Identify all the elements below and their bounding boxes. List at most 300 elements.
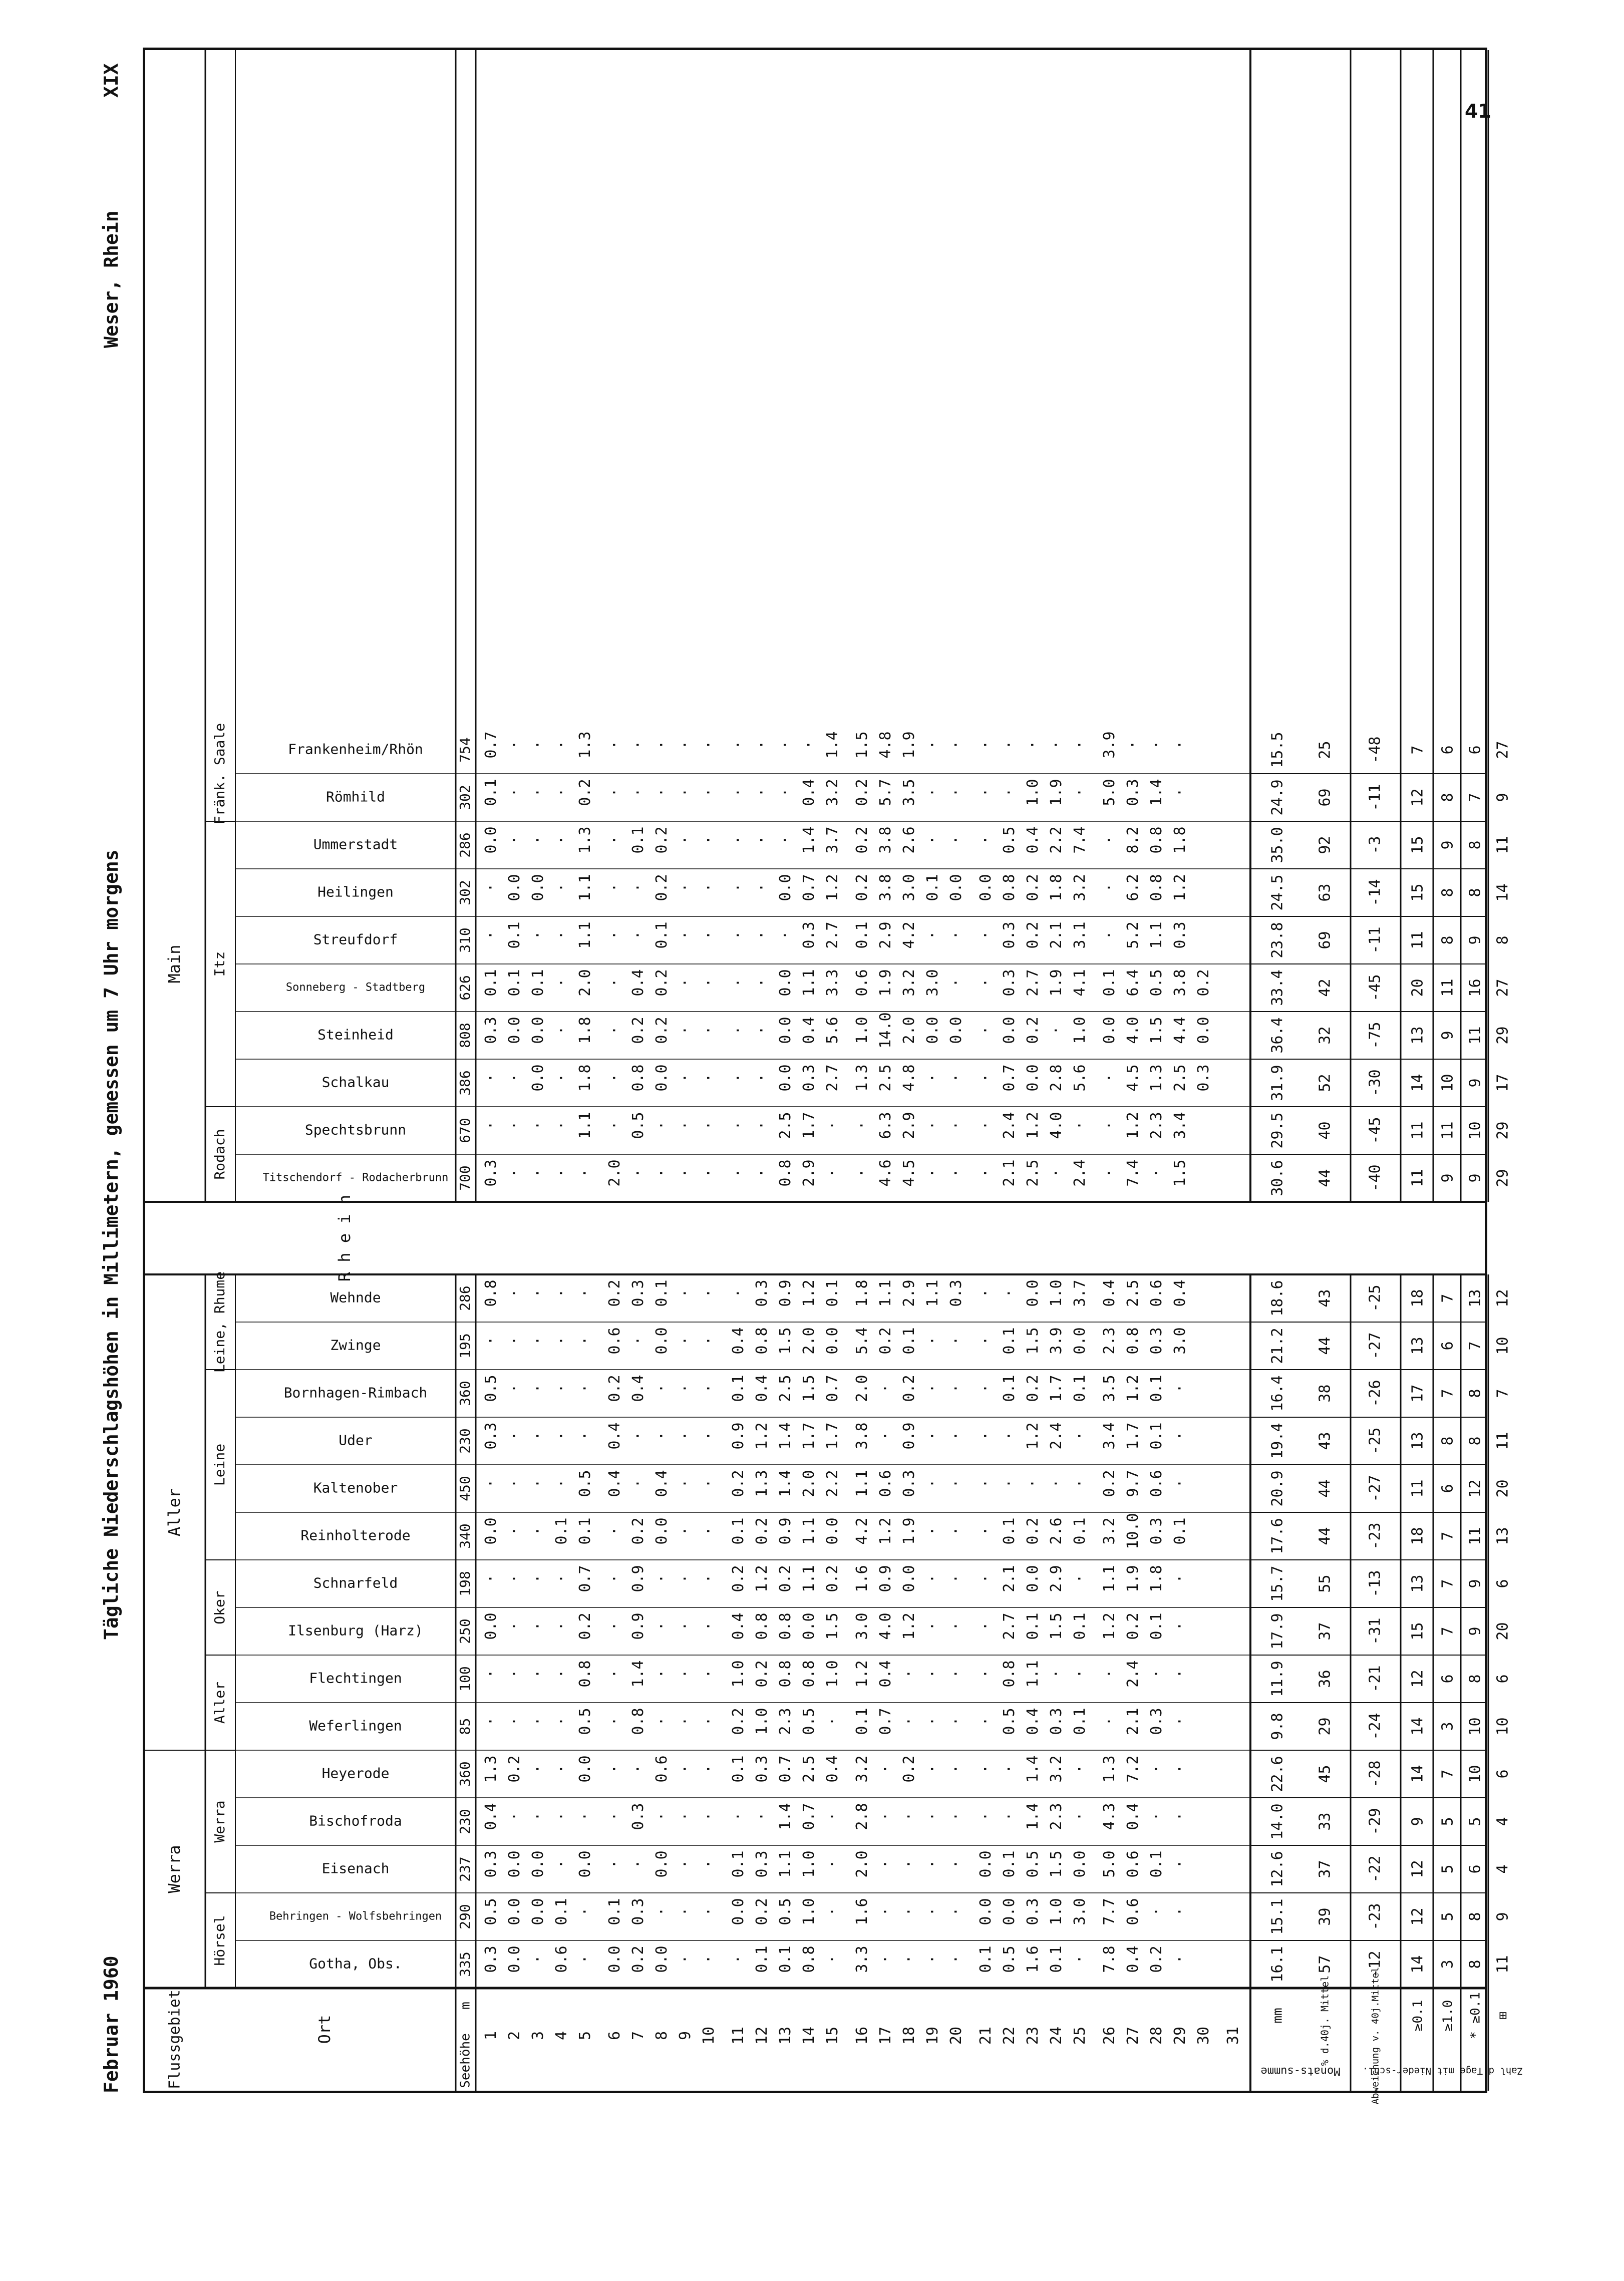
precip-value: 1.5 xyxy=(800,1375,818,1402)
station-name: Streufdorf xyxy=(313,931,398,948)
day-label: 13 xyxy=(777,2026,794,2045)
precip-value: 0.4 xyxy=(606,1470,623,1497)
days-ge01: 14 xyxy=(1409,1717,1427,1736)
no-precip-dot: · xyxy=(1148,1907,1165,1916)
no-precip-dot: · xyxy=(924,1812,941,1821)
days-thunder: 11 xyxy=(1494,1955,1512,1974)
no-precip-dot: · xyxy=(1001,1431,1018,1441)
station-name: Titschendorf - Rodacherbrunn xyxy=(262,1171,449,1184)
precip-value: 0.5 xyxy=(629,1112,647,1139)
precip-value: 3.4 xyxy=(1101,1422,1118,1450)
precip-value: 0.8 xyxy=(482,1279,500,1307)
precip-value: 2.9 xyxy=(800,1159,818,1187)
precip-value: 0.6 xyxy=(1148,1470,1165,1497)
day-label: 6 xyxy=(606,2031,623,2041)
station-name: Ummerstadt xyxy=(313,836,398,853)
no-precip-dot: · xyxy=(1001,1812,1018,1821)
precip-value: 1.6 xyxy=(1024,1945,1042,1973)
station-name: Spechtsbrunn xyxy=(304,1121,407,1138)
no-precip-dot: · xyxy=(853,1121,871,1130)
deviation-value: -13 xyxy=(1366,1570,1384,1597)
precip-value: 1.5 xyxy=(1148,1017,1165,1044)
no-precip-dot: · xyxy=(924,1526,941,1536)
no-precip-dot: · xyxy=(947,1907,965,1916)
station-elevation: 237 xyxy=(457,1856,473,1882)
precip-value: 0.3 xyxy=(482,1945,500,1973)
precip-value: 1.9 xyxy=(900,1517,918,1545)
precip-value: 0.2 xyxy=(853,826,871,854)
no-precip-dot: · xyxy=(753,930,771,940)
no-precip-dot: · xyxy=(977,1526,995,1536)
days-snow: 12 xyxy=(1466,1479,1484,1498)
precip-value: 0.0 xyxy=(977,874,995,901)
precip-value: 2.7 xyxy=(1001,1612,1018,1640)
monthly-sum-pct: 55 xyxy=(1316,1574,1334,1593)
monthly-sum-pct: 44 xyxy=(1316,1527,1334,1545)
no-precip-dot: · xyxy=(1101,930,1118,940)
days-ge10: 8 xyxy=(1439,1436,1457,1446)
no-precip-dot: · xyxy=(653,1384,671,1393)
precip-value: 2.5 xyxy=(1024,1159,1042,1187)
no-precip-dot: · xyxy=(700,1621,718,1631)
precip-value: 0.1 xyxy=(1001,1850,1018,1878)
no-precip-dot: · xyxy=(947,1073,965,1083)
precip-value: 1.3 xyxy=(576,731,594,759)
precip-value: 0.1 xyxy=(824,1279,841,1307)
monthly-sum-mm: 9.8 xyxy=(1268,1713,1286,1740)
no-precip-dot: · xyxy=(824,1812,841,1821)
precip-value: 1.0 xyxy=(1024,779,1042,806)
precip-value: 0.2 xyxy=(777,1565,794,1592)
no-precip-dot: · xyxy=(506,1336,523,1346)
no-precip-dot: · xyxy=(924,740,941,750)
precip-value: 2.9 xyxy=(900,1279,918,1307)
precip-value: 0.0 xyxy=(824,1517,841,1545)
precip-value: 2.0 xyxy=(853,1850,871,1878)
precip-value: 0.1 xyxy=(1071,1375,1089,1402)
precip-value: 10.0 xyxy=(1124,1513,1142,1549)
precip-value: 2.5 xyxy=(1124,1279,1142,1307)
day-label: 17 xyxy=(877,2026,894,2045)
precip-value: 0.2 xyxy=(629,1945,647,1973)
precip-value: 0.2 xyxy=(1101,1470,1118,1497)
precip-value: 0.9 xyxy=(629,1612,647,1640)
precipitation-grid xyxy=(145,45,1523,2105)
precip-value: 2.6 xyxy=(900,826,918,854)
no-precip-dot: · xyxy=(677,1479,694,1488)
precip-value: 2.7 xyxy=(1024,969,1042,997)
day-label: 10 xyxy=(700,2026,718,2045)
no-precip-dot: · xyxy=(653,1907,671,1916)
precip-value: 0.5 xyxy=(1024,1850,1042,1878)
precip-value: 5.0 xyxy=(1101,1850,1118,1878)
no-precip-dot: · xyxy=(977,978,995,988)
no-precip-dot: · xyxy=(653,788,671,797)
no-precip-dot: · xyxy=(977,835,995,845)
precip-value: 0.1 xyxy=(506,969,523,997)
precip-value: 1.5 xyxy=(1048,1612,1065,1640)
monthly-sum-mm: 15.5 xyxy=(1268,732,1286,768)
precip-value: 0.1 xyxy=(1148,1850,1165,1878)
no-precip-dot: · xyxy=(506,1121,523,1130)
precip-value: 0.9 xyxy=(730,1422,747,1450)
precip-value: 0.4 xyxy=(1101,1279,1118,1307)
station-elevation: 310 xyxy=(457,927,473,953)
days-snow: 8 xyxy=(1466,1912,1484,1921)
days-ge10: 9 xyxy=(1439,1031,1457,1040)
no-precip-dot: · xyxy=(947,740,965,750)
sum-pct-label: % d.40j. Mittel xyxy=(1319,1975,1331,2066)
no-precip-dot: · xyxy=(576,1954,594,1964)
precip-value: 0.4 xyxy=(877,1660,894,1688)
precip-value: 0.5 xyxy=(1001,1708,1018,1735)
precip-value: 0.1 xyxy=(730,1375,747,1402)
precip-value: 0.0 xyxy=(506,1945,523,1973)
station-elevation: 85 xyxy=(457,1718,473,1735)
days-snow: 11 xyxy=(1466,1527,1484,1545)
precip-value: 2.9 xyxy=(1048,1565,1065,1592)
precip-value: 0.8 xyxy=(1001,1660,1018,1688)
no-precip-dot: · xyxy=(977,930,995,940)
day-label: 16 xyxy=(853,2026,871,2045)
no-precip-dot: · xyxy=(653,1168,671,1178)
precip-value: 0.7 xyxy=(1001,1064,1018,1092)
no-precip-dot: · xyxy=(924,1907,941,1916)
no-precip-dot: · xyxy=(700,1384,718,1393)
no-precip-dot: · xyxy=(506,1812,523,1821)
no-precip-dot: · xyxy=(553,930,570,940)
no-precip-dot: · xyxy=(1171,1621,1189,1631)
no-precip-dot: · xyxy=(977,1669,995,1679)
precip-value: 0.2 xyxy=(853,779,871,806)
days-ge01: 13 xyxy=(1409,1337,1427,1355)
precip-value: 4.2 xyxy=(853,1517,871,1545)
no-precip-dot: · xyxy=(677,1526,694,1536)
days-thunder: 27 xyxy=(1494,979,1512,997)
days-ge10: 6 xyxy=(1439,1674,1457,1684)
no-precip-dot: · xyxy=(1171,1954,1189,1964)
precip-value: 0.8 xyxy=(1124,1327,1142,1355)
station-name: Römhild xyxy=(326,788,386,805)
no-precip-dot: · xyxy=(529,1526,547,1536)
precip-value: 2.1 xyxy=(1001,1159,1018,1187)
no-precip-dot: · xyxy=(1071,788,1089,797)
monthly-sum-mm: 14.0 xyxy=(1268,1803,1286,1840)
monthly-sum-pct: 37 xyxy=(1316,1860,1334,1878)
precip-value: 0.2 xyxy=(576,1612,594,1640)
no-precip-dot: · xyxy=(700,1121,718,1130)
precip-value: 4.5 xyxy=(900,1159,918,1187)
no-precip-dot: · xyxy=(1171,788,1189,797)
precip-value: 0.1 xyxy=(730,1755,747,1783)
precip-value: 7.4 xyxy=(1071,826,1089,854)
precip-value: 1.2 xyxy=(1124,1112,1142,1139)
monthly-sum-pct: 92 xyxy=(1316,836,1334,854)
station-name: Uder xyxy=(339,1432,373,1449)
day-label: 31 xyxy=(1224,2026,1242,2045)
subbasin-label: Oker xyxy=(211,1590,228,1624)
no-precip-dot: · xyxy=(653,1574,671,1583)
precip-value: 1.9 xyxy=(1048,969,1065,997)
no-precip-dot: · xyxy=(924,1717,941,1726)
no-precip-dot: · xyxy=(977,1717,995,1726)
precip-value: 0.3 xyxy=(629,1898,647,1925)
no-precip-dot: · xyxy=(1148,1812,1165,1821)
no-precip-dot: · xyxy=(482,883,500,892)
day-label: 8 xyxy=(653,2031,671,2041)
precip-value: 0.3 xyxy=(800,1064,818,1092)
precip-value: 0.6 xyxy=(1148,1279,1165,1307)
no-precip-dot: · xyxy=(947,1764,965,1774)
no-precip-dot: · xyxy=(700,1526,718,1536)
precip-value: 1.1 xyxy=(800,1517,818,1545)
no-precip-dot: · xyxy=(677,788,694,797)
no-precip-dot: · xyxy=(1001,1479,1018,1488)
subbasin-label: Aller xyxy=(211,1681,228,1724)
precip-value: 1.5 xyxy=(853,731,871,759)
no-precip-dot: · xyxy=(606,788,623,797)
no-precip-dot: · xyxy=(506,740,523,750)
no-precip-dot: · xyxy=(677,1574,694,1583)
deviation-label: Abweichung v. 40j.Mittel xyxy=(1370,1967,1381,2105)
monthly-sum-pct: 44 xyxy=(1316,1479,1334,1498)
days-snow: 10 xyxy=(1466,1717,1484,1736)
precip-value: 1.2 xyxy=(824,874,841,901)
precip-value: 1.9 xyxy=(1124,1565,1142,1592)
precip-value: 1.1 xyxy=(800,969,818,997)
station-elevation: 335 xyxy=(457,1951,473,1977)
precip-value: 0.0 xyxy=(1071,1850,1089,1878)
station-elevation: 360 xyxy=(457,1381,473,1406)
precip-value: 2.1 xyxy=(1001,1565,1018,1592)
precip-value: 6.2 xyxy=(1124,874,1142,901)
precip-value: 0.1 xyxy=(753,1945,771,1973)
no-precip-dot: · xyxy=(824,1717,841,1726)
precip-value: 0.2 xyxy=(900,1375,918,1402)
monthly-sum-mm: 16.1 xyxy=(1268,1946,1286,1983)
no-precip-dot: · xyxy=(1048,1669,1065,1679)
precip-value: 3.9 xyxy=(1101,731,1118,759)
precip-value: 0.1 xyxy=(1024,1612,1042,1640)
precip-value: 0.4 xyxy=(800,1017,818,1044)
no-precip-dot: · xyxy=(730,1288,747,1298)
days-ge10: 7 xyxy=(1439,1389,1457,1398)
no-precip-dot: · xyxy=(606,978,623,988)
precip-value: 1.2 xyxy=(853,1660,871,1688)
station-name: Zwinge xyxy=(330,1337,381,1354)
precip-value: 0.5 xyxy=(576,1708,594,1735)
precip-value: 1.5 xyxy=(1171,1159,1189,1187)
precip-value: 0.2 xyxy=(1024,921,1042,949)
no-precip-dot: · xyxy=(653,1121,671,1130)
monthly-sum-pct: 43 xyxy=(1316,1432,1334,1450)
station-elevation: 286 xyxy=(457,832,473,858)
days-snow: 8 xyxy=(1466,1960,1484,1969)
no-precip-dot: · xyxy=(700,835,718,845)
precip-value: 2.8 xyxy=(1048,1064,1065,1092)
monthly-sum-mm: 29.5 xyxy=(1268,1112,1286,1149)
days-snow: 7 xyxy=(1466,1341,1484,1351)
precip-value: 0.3 xyxy=(1124,779,1142,806)
day-label: 15 xyxy=(824,2026,841,2045)
precip-value: 1.0 xyxy=(730,1660,747,1688)
days-ge01: 7 xyxy=(1409,745,1427,755)
days-snow: 9 xyxy=(1466,1626,1484,1636)
no-precip-dot: · xyxy=(1071,1954,1089,1964)
no-precip-dot: · xyxy=(900,1859,918,1869)
precip-value: 1.1 xyxy=(853,1470,871,1497)
precip-value: 2.5 xyxy=(877,1064,894,1092)
monthly-sum-pct: 32 xyxy=(1316,1026,1334,1045)
deviation-value: -30 xyxy=(1366,1069,1384,1097)
no-precip-dot: · xyxy=(606,1073,623,1083)
precip-value: 0.4 xyxy=(1124,1945,1142,1973)
no-precip-dot: · xyxy=(853,1168,871,1178)
no-precip-dot: · xyxy=(947,1479,965,1488)
precip-value: 0.1 xyxy=(1148,1612,1165,1640)
precip-value: 0.1 xyxy=(653,1279,671,1307)
no-precip-dot: · xyxy=(553,1336,570,1346)
no-precip-dot: · xyxy=(606,930,623,940)
no-precip-dot: · xyxy=(553,1764,570,1774)
precip-value: 0.7 xyxy=(482,731,500,759)
station-elevation: 340 xyxy=(457,1523,473,1549)
precip-value: 1.7 xyxy=(800,1422,818,1450)
station-elevation: 250 xyxy=(457,1618,473,1644)
precip-value: 3.3 xyxy=(824,969,841,997)
no-precip-dot: · xyxy=(553,978,570,988)
no-precip-dot: · xyxy=(553,1026,570,1035)
precip-value: 0.0 xyxy=(653,1327,671,1355)
deviation-value: -12 xyxy=(1366,1950,1384,1978)
monthly-sum-pct: 29 xyxy=(1316,1717,1334,1736)
no-precip-dot: · xyxy=(1148,1669,1165,1679)
no-precip-dot: · xyxy=(576,1907,594,1916)
no-precip-dot: · xyxy=(629,1479,647,1488)
no-precip-dot: · xyxy=(482,1669,500,1679)
no-precip-dot: · xyxy=(1171,1907,1189,1916)
no-precip-dot: · xyxy=(629,1764,647,1774)
no-precip-dot: · xyxy=(700,788,718,797)
precip-value: 1.5 xyxy=(777,1327,794,1355)
no-precip-dot: · xyxy=(700,1168,718,1178)
no-precip-dot: · xyxy=(777,788,794,797)
precip-value: 0.4 xyxy=(730,1612,747,1640)
no-precip-dot: · xyxy=(900,1954,918,1964)
no-precip-dot: · xyxy=(529,835,547,845)
precip-value: 0.3 xyxy=(1148,1708,1165,1735)
precip-value: 0.1 xyxy=(553,1898,570,1925)
no-precip-dot: · xyxy=(1171,1479,1189,1488)
no-precip-dot: · xyxy=(1071,1431,1089,1441)
days-ge01: 13 xyxy=(1409,1574,1427,1593)
precip-value: 0.4 xyxy=(606,1422,623,1450)
no-precip-dot: · xyxy=(482,1717,500,1726)
page-number: 41 xyxy=(1465,100,1491,122)
precip-value: 1.4 xyxy=(777,1422,794,1450)
precip-value: 0.1 xyxy=(1071,1708,1089,1735)
precip-value: 1.8 xyxy=(576,1017,594,1044)
no-precip-dot: · xyxy=(730,835,747,845)
precip-value: 1.2 xyxy=(900,1612,918,1640)
no-precip-dot: · xyxy=(606,1621,623,1631)
no-precip-dot: · xyxy=(924,930,941,940)
days-snow: 8 xyxy=(1466,1436,1484,1446)
no-precip-dot: · xyxy=(877,1859,894,1869)
no-precip-dot: · xyxy=(529,1764,547,1774)
subbasin-label: Rodach xyxy=(211,1129,228,1180)
no-precip-dot: · xyxy=(1071,1812,1089,1821)
days-thunder: 4 xyxy=(1494,1817,1512,1826)
monthly-sum-mm: 12.6 xyxy=(1268,1851,1286,1887)
no-precip-dot: · xyxy=(553,1431,570,1441)
monthly-sum-pct: 37 xyxy=(1316,1622,1334,1641)
precip-value: 0.3 xyxy=(1001,921,1018,949)
no-precip-dot: · xyxy=(677,1336,694,1346)
precip-value: 4.5 xyxy=(1124,1064,1142,1092)
no-precip-dot: · xyxy=(730,1168,747,1178)
precip-value: 0.3 xyxy=(753,1279,771,1307)
no-precip-dot: · xyxy=(677,1669,694,1679)
no-precip-dot: · xyxy=(753,1121,771,1130)
no-precip-dot: · xyxy=(900,1812,918,1821)
precip-value: 0.4 xyxy=(1024,1708,1042,1735)
precip-value: 1.8 xyxy=(853,1279,871,1307)
no-precip-dot: · xyxy=(700,1073,718,1083)
precip-value: 1.7 xyxy=(1048,1375,1065,1402)
precip-value: 0.0 xyxy=(977,1898,995,1925)
days-ge01: 14 xyxy=(1409,1955,1427,1974)
precip-value: 0.2 xyxy=(730,1470,747,1497)
no-precip-dot: · xyxy=(677,1073,694,1083)
days-ge01: 13 xyxy=(1409,1026,1427,1045)
no-precip-dot: · xyxy=(1071,1669,1089,1679)
station-elevation: 302 xyxy=(457,785,473,810)
precip-value: 0.0 xyxy=(1024,1279,1042,1307)
no-precip-dot: · xyxy=(947,1669,965,1679)
station-name: Bornhagen-Rimbach xyxy=(283,1384,428,1401)
no-precip-dot: · xyxy=(677,1954,694,1964)
days-ge01: 17 xyxy=(1409,1384,1427,1403)
no-precip-dot: · xyxy=(824,1859,841,1869)
no-precip-dot: · xyxy=(553,1121,570,1130)
days-snow: 16 xyxy=(1466,979,1484,997)
precip-value: 3.7 xyxy=(824,826,841,854)
days-ge01: 12 xyxy=(1409,788,1427,807)
no-precip-dot: · xyxy=(777,835,794,845)
precip-value: 1.2 xyxy=(877,1517,894,1545)
precip-value: 0.1 xyxy=(730,1850,747,1878)
days-ge10: 6 xyxy=(1439,1484,1457,1493)
precip-value: 0.9 xyxy=(900,1422,918,1450)
no-precip-dot: · xyxy=(606,1121,623,1130)
station-elevation: 670 xyxy=(457,1118,473,1143)
no-precip-dot: · xyxy=(677,1812,694,1821)
precip-value: 0.1 xyxy=(853,1708,871,1735)
no-precip-dot: · xyxy=(482,1121,500,1130)
precip-value: 0.8 xyxy=(1148,874,1165,901)
precip-value: 3.2 xyxy=(1071,874,1089,901)
precip-value: 2.5 xyxy=(777,1112,794,1139)
no-precip-dot: · xyxy=(977,1336,995,1346)
precip-value: 0.8 xyxy=(1001,874,1018,901)
precip-value: 0.1 xyxy=(777,1945,794,1973)
precip-value: 5.0 xyxy=(1101,779,1118,806)
no-precip-dot: · xyxy=(1101,1168,1118,1178)
precip-value: 1.2 xyxy=(1024,1422,1042,1450)
precip-value: 0.7 xyxy=(800,874,818,901)
days-snow: 9 xyxy=(1466,935,1484,945)
